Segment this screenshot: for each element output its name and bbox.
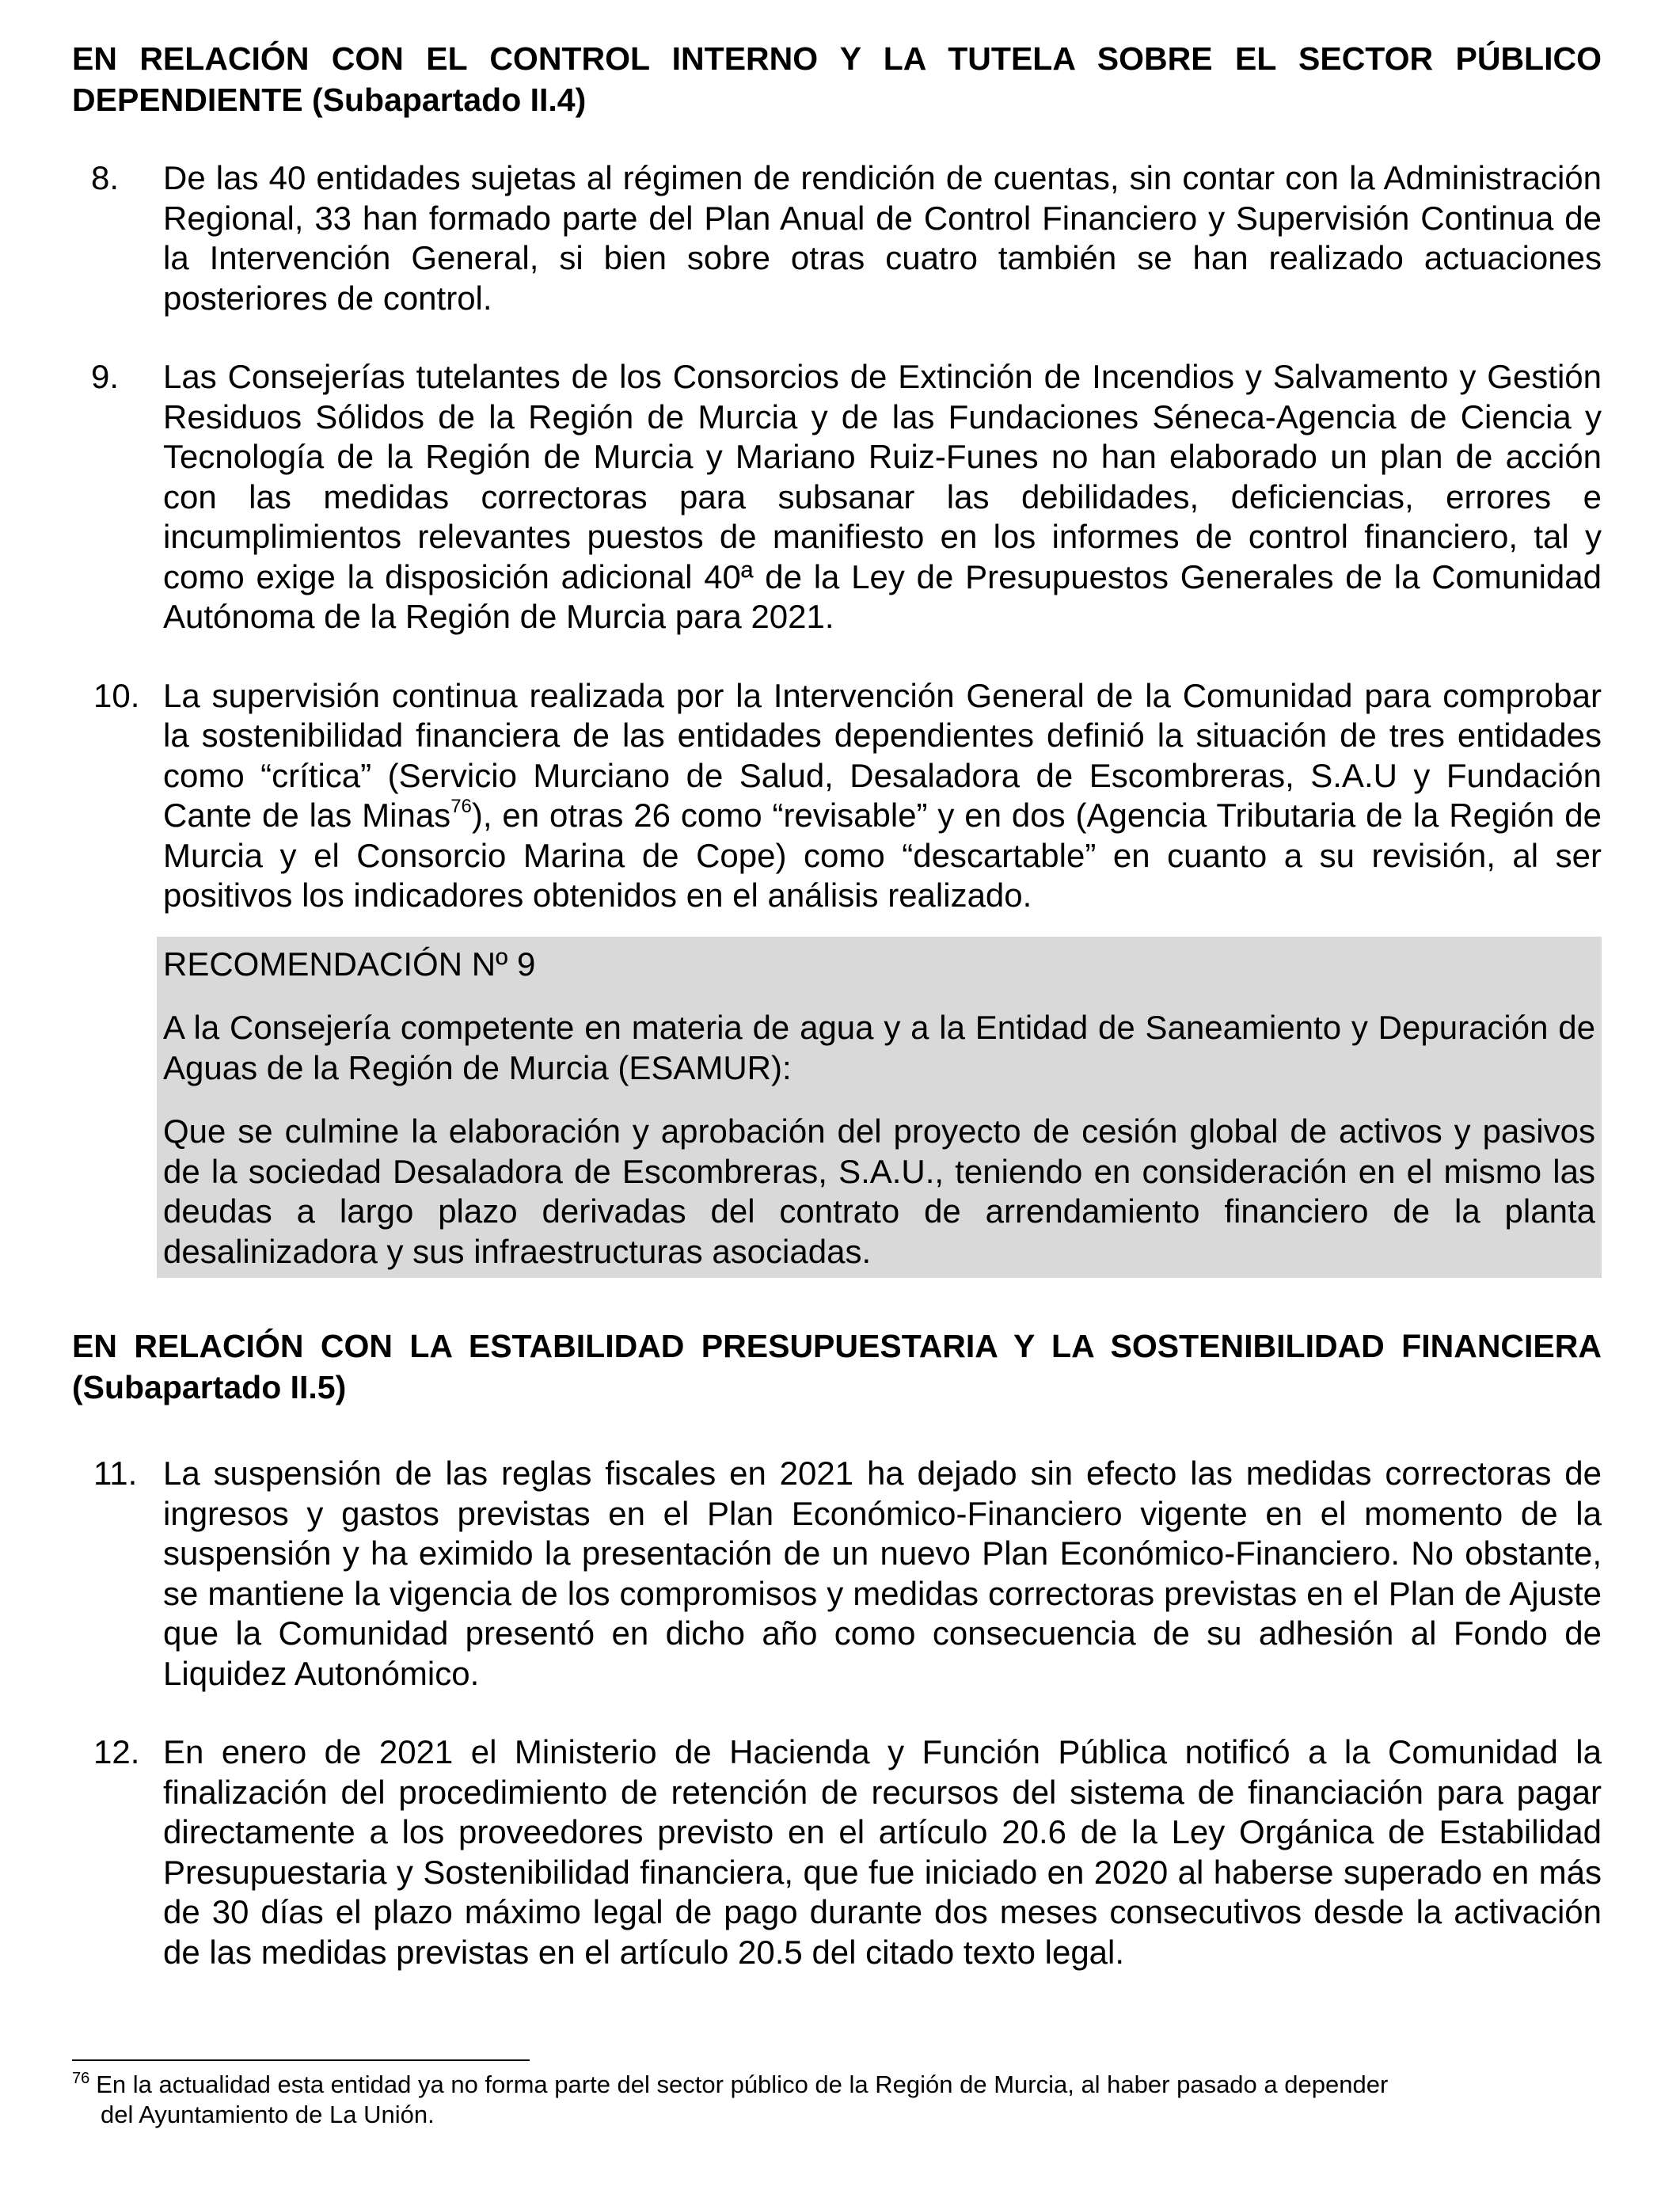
item-text-part-1: La supervisión continua realizada por la Intervención General de la Comunidad para comprobar la sostenibilidad financiera de las entidades dependientes definió la situación de tres entidades como “crítica” (Servicio Murciano de Salud, Desaladora de Escombreras, S.A.U y Fundación Cante de las Minas <box>163 676 1602 834</box>
footnote-separator <box>72 2059 530 2061</box>
item-number: 11. <box>93 1455 138 1492</box>
recommendation-addressee: A la Consejería competente en materia de agua y a la Entidad de Saneamiento y Depuración de Aguas de la Región de Murcia (ESAMUR): <box>163 1009 1595 1086</box>
list-item-10 <box>72 676 1602 916</box>
recommendation-title: RECOMENDACIÓN Nº 9 <box>163 945 536 983</box>
item-number: 9. <box>91 358 120 395</box>
list-item-9 <box>72 357 1602 637</box>
footnote <box>72 2070 1602 2130</box>
document-page <box>72 38 1602 1972</box>
item-text: La suspensión de las reglas fiscales en 2021 ha dejado sin efecto las medidas correctoras de ingresos y gastos previstas en el Plan Económico-Financiero vigente en el momento de la suspensión y ha eximido la presentación de un nuevo Plan Económico-Financiero. No obstante, se mantiene la vigencia de los compromisos y medidas correctoras previstas en el Plan de Ajuste que la Comunidad presentó en dicho año como consecuencia de su adhesión al Fondo de Liquidez Autonómico. <box>163 1455 1602 1692</box>
footnote-text-continuation: del Ayuntamiento de La Unión. <box>101 2101 435 2128</box>
footnote-number: 76 <box>72 2070 90 2087</box>
recommendation-box <box>157 937 1602 1279</box>
item-text: Las Consejerías tutelantes de los Consorcios de Extinción de Incendios y Salvamento y Gestión Residuos Sólidos de la Región de Murcia y de las Fundaciones Séneca-Agencia de Ciencia y Tecnología de la Región de Murcia y Mariano Ruiz-Funes no han elaborado un plan de acción con las medidas correctoras para subsanar las debilidades, deficiencias, errores e incumplimientos relevantes puestos de manifiesto en los informes de control financiero, tal y como exige la disposición adicional 40ª de la Ley de Presupuestos Generales de la Comunidad Autónoma de la Región de Murcia para 2021. <box>163 358 1602 635</box>
item-number: 10. <box>93 676 140 714</box>
list-item-11 <box>72 1454 1602 1694</box>
item-text: De las 40 entidades sujetas al régimen de rendición de cuentas, sin contar con la Administración Regional, 33 han formado parte del Plan Anual de Control Financiero y Supervisión Continua de la Intervención General, si bien sobre otras cuatro también se han realizado actuaciones posteriores de control. <box>163 159 1602 317</box>
item-number: 8. <box>91 159 120 196</box>
footnote-text: En la actualidad esta entidad ya no forma parte del sector público de la Región de Murcia, al haber pasado a depender <box>96 2071 1389 2098</box>
item-text: En enero de 2021 el Ministerio de Hacienda y Función Pública notificó a la Comunidad la finalización del procedimiento de retención de recursos del sistema de financiación para pagar directamente a los proveedores previsto en el artículo 20.6 de la Ley Orgánica de Estabilidad Presupuestaria y Sostenibilidad financiera, que fue iniciado en 2020 al haberse superado en más de 30 días el plazo máximo legal de pago durante dos meses consecutivos desde la activación de las medidas previstas en el artículo 20.5 del citado texto legal. <box>163 1733 1602 1971</box>
section-heading-control-interno: EN RELACIÓN CON EL CONTROL INTERNO Y LA TUTELA SOBRE EL SECTOR PÚBLICO DEPENDIENTE (Subapartado II.4) <box>72 40 1602 118</box>
section-heading-estabilidad: EN RELACIÓN CON LA ESTABILIDAD PRESUPUESTARIA Y LA SOSTENIBILIDAD FINANCIERA (Subapartado II.5) <box>72 1328 1602 1405</box>
list-item-8 <box>72 158 1602 318</box>
recommendation-body: Que se culmine la elaboración y aprobación del proyecto de cesión global de activos y pasivos de la sociedad Desaladora de Escombreras, S.A.U., teniendo en consideración en el mismo las deudas a largo plazo derivadas del contrato de arrendamiento financiero de la planta desalinizadora y sus infraestructuras asociadas. <box>163 1112 1595 1270</box>
list-item-12 <box>72 1732 1602 1972</box>
footnote-reference[interactable]: 76 <box>450 796 472 817</box>
item-number: 12. <box>93 1733 140 1770</box>
item-text-part-2: ), en otras 26 como “revisable” y en dos (Agencia Tributaria de la Región de Murcia y el Consorcio Marina de Cope) como “descartable” en cuanto a su revisión, al ser positivos los indicadores obtenidos en el análisis realizado. <box>163 797 1602 914</box>
